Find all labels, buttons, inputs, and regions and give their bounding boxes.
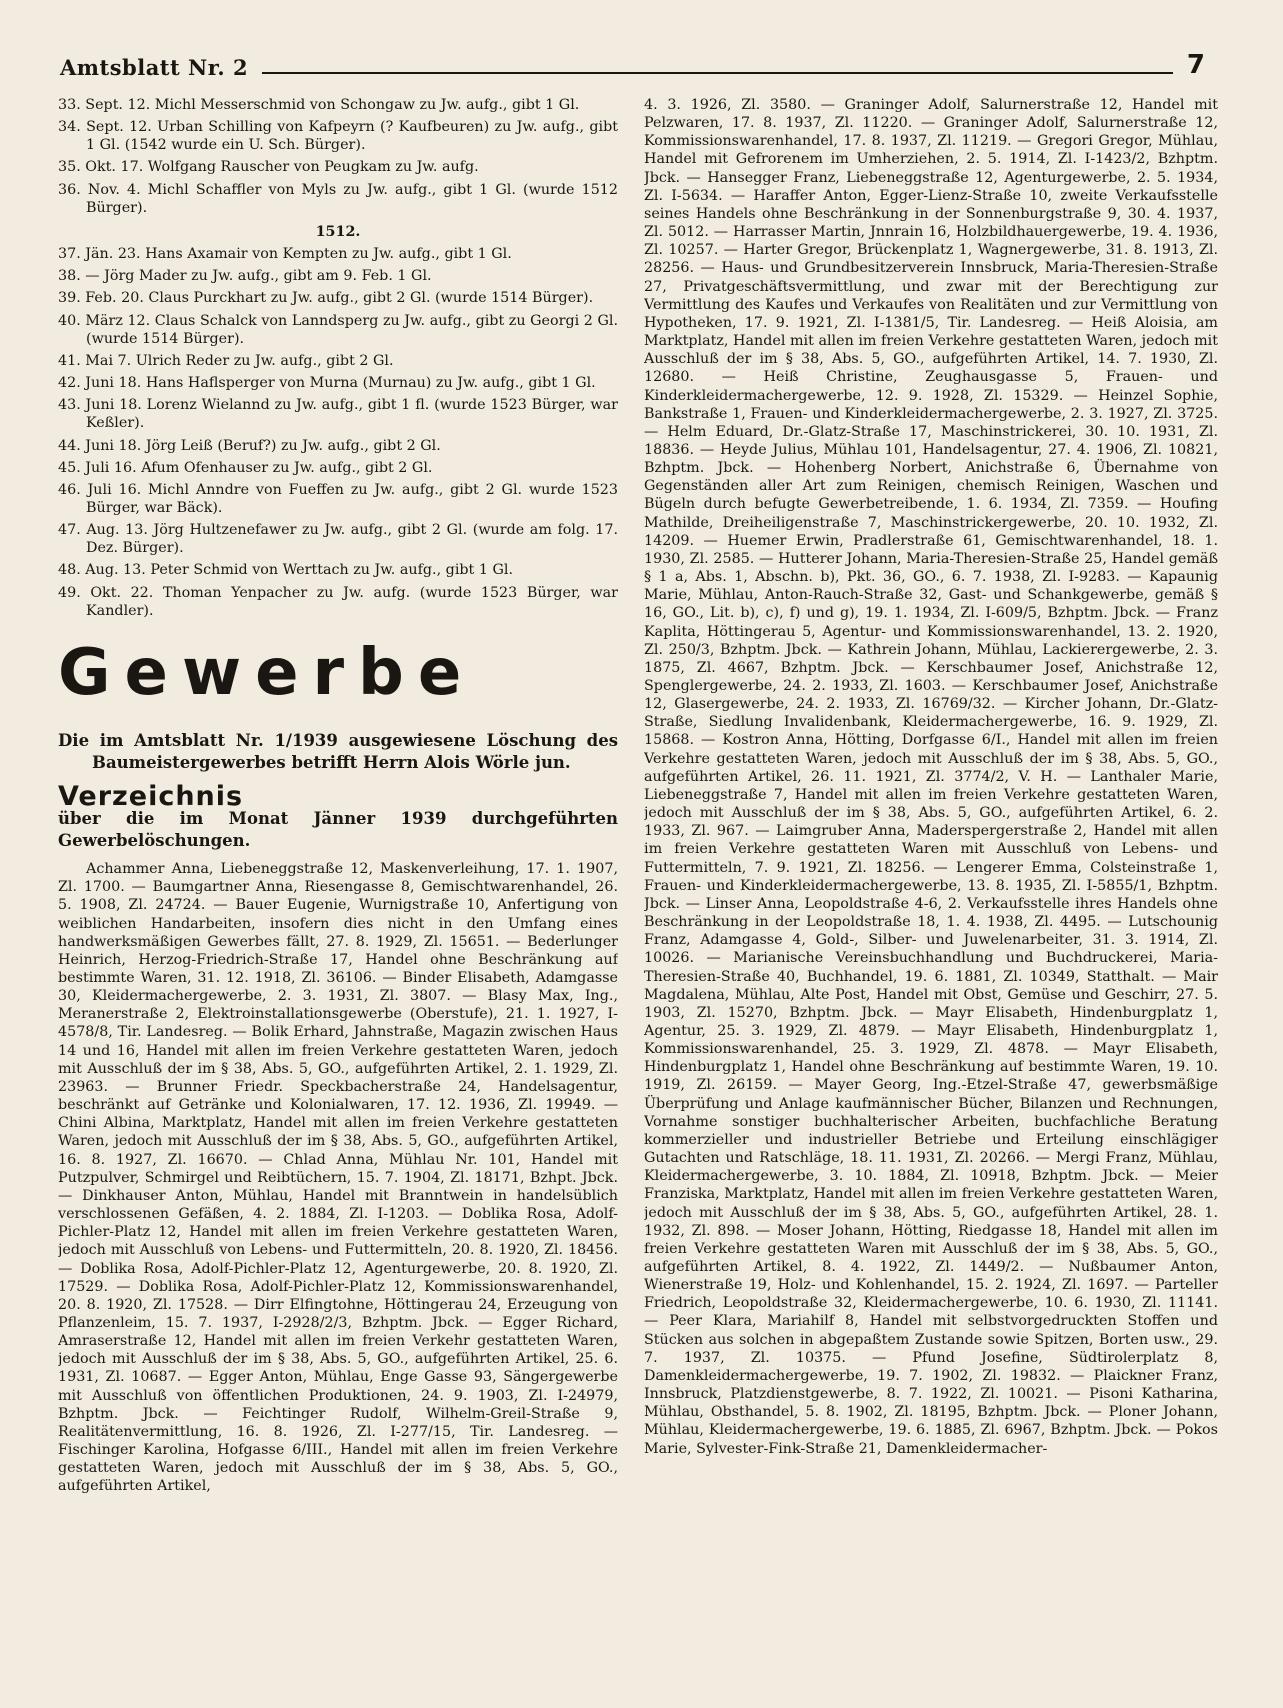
entry-list-a: [58, 96, 618, 217]
verzeichnis-subtitle: über die im Monat Jänner 1939 durchgeführten Gewerbelöschungen.: [58, 809, 618, 851]
list-item: 42. Juni 18. Hans Haflsperger von Murna (Murnau) zu Jw. aufg., gibt 1 Gl.: [58, 375, 596, 392]
list-item: 38. — Jörg Mader zu Jw. aufg., gibt am 9. Feb. 1 Gl.: [58, 268, 432, 285]
list-item: 46. Juli 16. Michl Anndre von Fueffen zu Jw. aufg., gibt 2 Gl. wurde 1523 Bürger, war Bäck).: [58, 481, 618, 516]
page-number: 7: [1186, 50, 1205, 80]
body-text-right: 4. 3. 1926, Zl. 3580. — Graninger Adolf, Salurnerstraße 12, Handel mit Pelzwaren, 17. 8. 1937, Zl. 11220. — Graninger Adolf, Salurnerstraße 12, Kommissionswarenhandel, 17. 8. 1937, Zl. 11219. — Gregori Gregor, Mühlau, Handel mit Gefrorenem im Umherziehen, 2. 5. 1914, Zl. I-1423/2, Bzhptm. Jbck. — Hansegger Franz, Liebeneggstraße 12, Agenturgewerbe, 2. 5. 1934, Zl. I-5634. — Haraffer Anton, Egger-Lienz-Straße 10, zweite Verkaufsstelle seines Handels ohne Beschränkung in der Sonnenburgstraße 9, 30. 4. 1937, Zl. 5012. — Harrasser Martin, Jnnrain 16, Holzbildhauergewerbe, 19. 4. 1936, Zl. 10257. — Harter Gregor, Brückenplatz 1, Wagnergewerbe, 31. 8. 1913, Zl. 28256. — Haus- und Grundbesitzerverein Innsbruck, Maria-Theresien-Straße 27, Privatgeschäftsvermittlung, und zwar mit der Berechtigung zur Vermittlung des Kaufes und Verkaufes von Realitäten und zur Vermittlung von Hypotheken, 17. 9. 1921, Zl. I-1381/5, Tir. Landesreg. — Heiß Aloisia, am Marktplatz, Handel mit allen im freien Verkehre gestatteten Waren, jedoch mit Ausschluß der im § 38, Abs. 5, GO., aufgeführten Artikel, 14. 7. 1930, Zl. 12680. — Heiß Christine, Zeughausgasse 5, Frauen- und Kinderkleidermachergewerbe, 12. 9. 1928, Zl. 15329. — Heinzel Sophie, Bankstraße 1, Frauen- und Kinderkleidermachergewerbe, 2. 3. 1927, Zl. 3725. — Helm Eduard, Dr.-Glatz-Straße 17, Maschinstrickerei, 30. 10. 1931, Zl. 18836. — Heyde Julius, Mühlau 101, Handelsagentur, 27. 4. 1906, Zl. 10821, Bzhptm. Jbck. — Hohenberg Norbert, Anichstraße 6, Übernahme von Gegenständen aller Art zum Reinigen, chemisch Reinigen, Waschen und Bügeln durch befugte Gewerbetreibende, 1. 6. 1934, Zl. 7359. — Houfing Mathilde, Dreiheiligenstraße 7, Maschinstrickergewerbe, 20. 10. 1932, Zl. 14209. — Huemer Erwin, Pradlerstraße 61, Gemischtwarenhandel, 18. 1. 1930, Zl. 2585. — Hutterer Johann, Maria-Theresien-Straße 25, Handel gemäß § 1 a, Abs. 1, Abschn. b), Pkt. 36, GO., 6. 7. 1938, Zl. I-9283. — Kapaunig Marie, Mühlau, Anton-Rauch-Straße 32, Gast- und Schankgewerbe, gemäß § 16, GO., Lit. b), c), f) und g), 19. 1. 1934, Zl. I-609/5, Bzhptm. Jbck. — Franz Kaplita, Höttingerau 5, Agentur- und Kommissionswarenhandel, 13. 2. 1920, Zl. 250/3, Bzhptm. Jbck. — Kathrein Johann, Mühlau, Lackierergewerbe, 2. 3. 1875, Zl. 4667, Bzhptm. Jbck. — Kerschbaumer Josef, Anichstraße 12, Spenglergewerbe, 24. 2. 1933, Zl. 1603. — Kerschbaumer Josef, Anichstraße 12, Glasergewerbe, 24. 2. 1933, Zl. 16769/32. — Kircher Johann, Dr.-Glatz-Straße, Siedlung Invalidenbank, Kleidermachergewerbe, 16. 9. 1929, Zl. 15868. — Kostron Anna, Hötting, Dorfgasse 6/I., Handel mit allen im freien Verkehre gestatteten Waren, jedoch mit Ausschluß der im § 38, Abs. 5, GO., aufgeführten Artikel, 26. 11. 1921, Zl. 3774/2, V. H. — Lanthaler Marie, Liebeneggstraße 7, Handel mit allen im freien Verkehre gestatteten Waren, jedoch mit Ausschluß der im § 38, Abs. 5, GO., aufgeführten Artikel, 6. 2. 1933, Zl. 967. — Laimgruber Anna, Maderspergerstraße 2, Handel mit allen im freien Verkehre gestatteten Waren mit Ausschluß von Lebens- und Futtermitteln, 7. 9. 1921, Zl. 18256. — Lengerer Emma, Colsteinstraße 1, Frauen- und Kinderkleidermachergewerbe, 13. 8. 1935, Zl. I-5855/1, Bzhptm. Jbck. — Linser Anna, Leopoldstraße 4-6, 2. Verkaufsstelle ihres Handels ohne Beschränkung in der Leopoldstraße 18, 1. 4. 1938, Zl. 4495. — Lutschounig Franz, Adamgasse 4, Gold-, Silber- und Juwelenarbeiter, 31. 3. 1914, Zl. 10026. — Marianische Vereinsbuchhandlung und Buchdruckerei, Maria-Theresien-Straße 40, Buchhandel, 19. 6. 1881, Zl. 10349, Statthalt. — Mair Magdalena, Mühlau, Alte Post, Handel mit Obst, Gemüse und Geschirr, 27. 5. 1903, Zl. 15270, Bzhptm. Jbck. — Mayr Elisabeth, Hindenburgplatz 1, Agentur, 25. 3. 1929, Zl. 4879. — Mayr Elisabeth, Hindenburgplatz 1, Kommissionswarenhandel, 25. 3. 1929, Zl. 4878. — Mayr Elisabeth, Hindenburgplatz 1, Handel ohne Beschränkung auf bestimmte Waren, 19. 10. 1919, Zl. 26159. — Mayer Georg, Ing.-Etzel-Straße 47, gewerbsmäßige Überprüfung und Anlage kaufmännischer Bücher, Bilanzen und Rechnungen, Vornahme sonstiger buchhalterischer Arbeiten, buchfachliche Beratung kommerzieller und industrieller Betriebe und Erteilung einschlägiger Gutachten und Ratschläge, 18. 11. 1931, Zl. 20266. — Mergi Franz, Mühlau, Kleidermachergewerbe, 3. 10. 1884, Zl. 10918, Bzhptm. Jbck. — Meier Franziska, Marktplatz, Handel mit allen im freien Verkehre gestatteten Waren, jedoch mit Ausschluß der im § 38, Abs. 5, GO., aufgeführten Artikel, 28. 1. 1932, Zl. 898. — Moser Johann, Hötting, Riedgasse 18, Handel mit allen im freien Verkehre gestatteten Waren mit Ausschluß der im § 38, Abs. 5, GO., aufgeführten Artikel, 8. 4. 1922, Zl. 1449/2. — Nußbaumer Anton, Wienerstraße 19, Holz- und Kohlenhandel, 15. 2. 1924, Zl. 1697. — Parteller Friedrich, Leopoldstraße 32, Kleidermachergewerbe, 10. 6. 1930, Zl. 11141. — Peer Klara, Mariahilf 8, Handel mit selbstvorgedruckten Stoffen und Stücken aus solchen in abgepaßtem Zustande sowie Spitzen, Borten usw., 29. 7. 1937, Zl. 10375. — Pfund Josefine, Südtirolerplatz 8, Damenkleidermachergewerbe, 19. 7. 1902, Zl. 19832. — Plaickner Franz, Innsbruck, Platzdienstgewerbe, 8. 7. 1922, Zl. 10021. — Pisoni Katharina, Mühlau, Obsthandel, 5. 8. 1902, Zl. 18195, Bzhptm. Jbck. — Ploner Johann, Mühlau, Kleidermachergewerbe, 19. 6. 1885, Zl. 6967, Bzhptm. Jbck. — Pokos Marie, Sylvester-Fink-Straße 21, Damenkleidermacher-: [644, 97, 1218, 1457]
left-column: [58, 96, 618, 1692]
list-item: 48. Aug. 13. Peter Schmid von Werttach zu Jw. aufg., gibt 1 Gl.: [58, 562, 514, 579]
notice-text: Die im Amtsblatt Nr. 1/1939 ausgewiesene Löschung des Baumeistergewerbes betrifft Herrn Alois Wörle jun.: [58, 730, 618, 772]
section-title-gewerbe: Gewerbe: [58, 635, 476, 710]
list-item: 33. Sept. 12. Michl Messerschmid von Schongaw zu Jw. aufg., gibt 1 Gl.: [58, 97, 580, 113]
entry-list-b: [58, 245, 618, 620]
list-item: 41. Mai 7. Ulrich Reder zu Jw. aufg., gibt 2 Gl.: [58, 352, 394, 369]
publication-title: Amtsblatt Nr. 2: [60, 55, 249, 80]
verzeichnis-title: Verzeichnis: [58, 780, 244, 812]
page-header: [60, 48, 1205, 80]
list-item: 36. Nov. 4. Michl Schaffler von Myls zu Jw. aufg., gibt 1 Gl. (wurde 1512 Bürger).: [58, 181, 618, 216]
list-item: 39. Feb. 20. Claus Purckhart zu Jw. aufg., gibt 2 Gl. (wurde 1514 Bürger).: [58, 290, 594, 307]
list-item: 34. Sept. 12. Urban Schilling von Kafpeyrn (? Kaufbeuren) zu Jw. aufg., gibt 1 Gl. (1542 wurde ein U. Sch. Bürger).: [58, 119, 618, 154]
right-column: [644, 96, 1218, 1688]
list-item: 37. Jän. 23. Hans Axamair von Kempten zu Jw. aufg., gibt 1 Gl.: [58, 246, 512, 263]
list-item: 47. Aug. 13. Jörg Hultzenefawer zu Jw. aufg., gibt 2 Gl. (wurde am folg. 17. Dez. Bürger).: [58, 522, 618, 557]
list-item: 45. Juli 16. Afum Ofenhauser zu Jw. aufg., gibt 2 Gl.: [58, 459, 433, 476]
body-text-left: Achammer Anna, Liebeneggstraße 12, Maskenverleihung, 17. 1. 1907, Zl. 1700. — Baumgartner Anna, Riesengasse 8, Gemischtwarenhandel, 26. 5. 1908, Zl. 24724. — Bauer Eugenie, Wurnigstraße 10, Anfertigung von weiblichen Handarbeiten, insofern dies nicht in den Umfang eines handwerksmäßigen Gewerbes fällt, 27. 8. 1929, Zl. 15651. — Bederlunger Heinrich, Herzog-Friedrich-Straße 17, Handel ohne Beschränkung auf bestimmte Waren, 31. 12. 1918, Zl. 36106. — Binder Elisabeth, Adamgasse 30, Kleidermachergewerbe, 2. 3. 1931, Zl. 3807. — Blasy Max, Ing., Meranerstraße 2, Elektroinstallationsgewerbe (Oberstufe), 21. 1. 1927, I-4578/8, Tir. Landesreg. — Bolik Erhard, Jahnstraße, Magazin zwischen Haus 14 und 16, Handel mit allen im freien Verkehre gestatteten Waren, jedoch mit Ausschluß der im § 38, Abs. 5, GO., aufgeführten Artikel, 2. 1. 1929, Zl. 23963. — Brunner Friedr. Speckbacherstraße 24, Handelsagentur, beschränkt auf Getränke und Kolonialwaren, 17. 12. 1936, Zl. 19949. — Chini Albina, Marktplatz, Handel mit allen im freien Verkehre gestatteten Waren, jedoch mit Ausschluß der im § 38, Abs. 5, GO., aufgeführten Artikel, 16. 8. 1927, Zl. 16670. — Chlad Anna, Mühlau Nr. 101, Handel mit Putzpulver, Schmirgel und Reibtüchern, 15. 7. 1904, Zl. 18171, Bzhpt. Jbck. — Dinkhauser Anton, Mühlau, Handel mit Branntwein in handelsüblich verschlossenen Gefäßen, 4. 2. 1884, Zl. I-1203. — Doblika Rosa, Adolf-Pichler-Platz 12, Handel mit allen im freien Verkehre gestatteten Waren, jedoch mit Ausschluß von Lebens- und Futtermitteln, 20. 8. 1920, Zl. 18456. — Doblika Rosa, Adolf-Pichler-Platz 12, Agenturgewerbe, 20. 8. 1920, Zl. 17529. — Doblika Rosa, Adolf-Pichler-Platz 12, Kommissionswarenhandel, 20. 8. 1920, Zl. 17528. — Dirr Elfingtohne, Höttingerau 24, Erzeugung von Pflanzenleim, 15. 7. 1937, I-2928/2/3, Bzhptm. Jbck. — Egger Richard, Amraserstraße 12, Handel mit allen im freien Verkehr gestatteten Waren, jedoch mit Ausschluß der im § 38, Abs. 5, GO., aufgeführten Artikel, 25. 6. 1931, Zl. 10687. — Egger Anton, Mühlau, Enge Gasse 93, Sängergewerbe mit Ausschluß von öffentlichen Produktionen, 24. 9. 1903, Zl. I-24979, Bzhptm. Jbck. — Feichtinger Rudolf, Wilhelm-Greil-Straße 9, Realitätenvermittlung, 16. 8. 1926, Zl. I-277/15, Tir. Landesreg. — Fischinger Karolina, Hofgasse 6/III., Handel mit allen im freien Verkehre gestatteten Waren, jedoch mit Ausschluß der im § 38, Abs. 5, GO., aufgeführten Artikel,: [58, 861, 618, 1495]
list-item: 49. Okt. 22. Thoman Yenpacher zu Jw. aufg. (wurde 1523 Bürger, war Kandler).: [58, 584, 618, 619]
list-item: 40. März 12. Claus Schalck von Lanndsperg zu Jw. aufg., gibt zu Georgi 2 Gl. (wurde 1514 Bürger).: [58, 312, 618, 347]
list-item: 35. Okt. 17. Wolfgang Rauscher von Peugkam zu Jw. aufg.: [58, 159, 479, 176]
year-heading: 1512.: [315, 223, 361, 240]
header-rule: [262, 72, 1173, 74]
list-item: 44. Juni 18. Jörg Leiß (Beruf?) zu Jw. aufg., gibt 2 Gl.: [58, 437, 441, 454]
list-item: 43. Juni 18. Lorenz Wielannd zu Jw. aufg., gibt 1 fl. (wurde 1523 Bürger, war Keßler).: [58, 397, 618, 432]
